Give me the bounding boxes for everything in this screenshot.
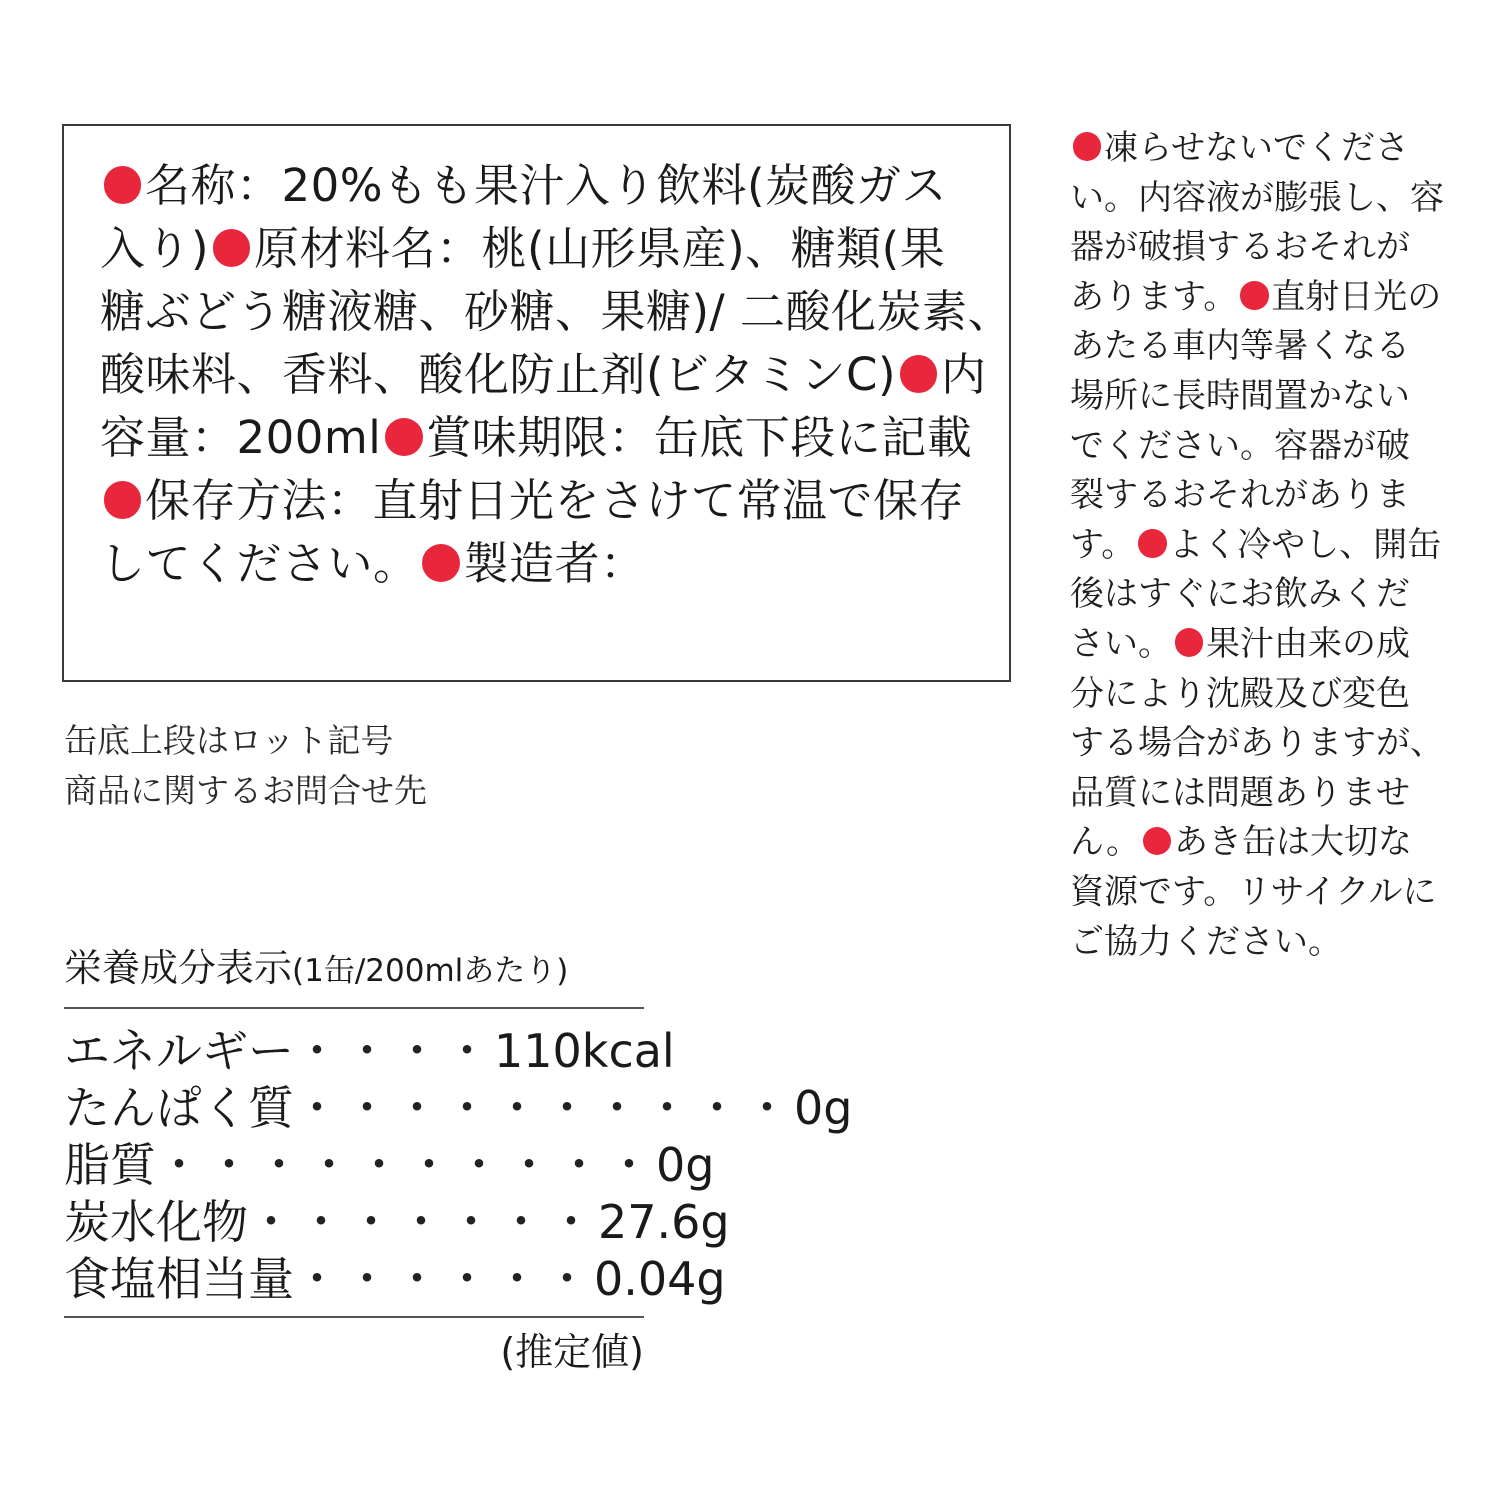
product-info-text: 入り) [100, 222, 210, 275]
product-info-text: 原材料名：桃(山形県産)、糖類(果 [254, 222, 946, 275]
product-info-line [100, 406, 980, 469]
product-info-text [100, 154, 1014, 595]
caution-text: 分により沈殿及び変色 [1070, 673, 1410, 714]
product-info-text: 容量：200ml [100, 411, 382, 464]
nutrition-label [64, 1023, 294, 1080]
product-info-line [100, 280, 1014, 343]
nutrition-label-char: 物 [202, 1195, 248, 1249]
caution-text: 裂するおそれがありま [1070, 475, 1410, 516]
product-info-line [100, 154, 980, 217]
caution-text: 場所に長時間置かない [1070, 375, 1410, 416]
nutrition-label-char: 量 [248, 1252, 294, 1306]
nutrition-label-char: ー [248, 1024, 294, 1078]
caution-text: よく冷やし、開缶 [1169, 524, 1442, 565]
nutrition-row [64, 1137, 715, 1194]
caution-line [1070, 521, 1460, 571]
nutrition-row [64, 1080, 853, 1137]
caution-line [1070, 670, 1460, 720]
nutrition-label [64, 1251, 294, 1308]
lot-note-line-1: 缶底上段はロット記号 [64, 721, 394, 760]
lot-note-line-2: 商品に関するお問合せ先 [64, 771, 427, 810]
red-bullet-icon [1175, 628, 1204, 657]
nutrition-note: (推定値) [500, 1330, 644, 1374]
nutrition-title-main: 栄養成分表示 [64, 946, 293, 990]
caution-text [1070, 124, 1460, 967]
nutrition-label-char: た [64, 1081, 110, 1135]
nutrition-label-char: エ [64, 1024, 110, 1078]
caution-text: あります。 [1070, 276, 1238, 317]
caution-text: でください。容器が破 [1070, 425, 1410, 466]
nutrition-leader-dots: ・・・・・・・ [248, 1195, 598, 1249]
nutrition-label-char: 塩 [110, 1252, 156, 1306]
caution-line [1070, 372, 1460, 422]
nutrition-label-char: く [202, 1081, 248, 1135]
caution-line [1070, 223, 1460, 273]
nutrition-label [64, 1137, 156, 1194]
nutrition-value: 0g [656, 1138, 715, 1192]
red-bullet-icon [422, 544, 460, 582]
caution-line [1070, 868, 1460, 918]
nutrition-label [64, 1194, 248, 1251]
nutrition-label-char: 当 [202, 1252, 248, 1306]
caution-text: い。内容液が膨張し、容 [1070, 177, 1444, 218]
nutrition-value: 27.6g [598, 1195, 730, 1249]
nutrition-title-sub: (1缶/200mlあたり) [292, 953, 569, 989]
product-info-text: 賞味期限：缶底下段に記載 [426, 411, 973, 464]
caution-text: する場合がありますが、 [1070, 723, 1444, 764]
nutrition-leader-dots: ・・・・・・ [294, 1252, 594, 1306]
caution-line [1070, 818, 1460, 868]
product-info-text: 内 [941, 348, 987, 401]
product-info-text: 糖ぶどう糖液糖、砂糖、果糖)/ 二酸化炭素、 [100, 285, 1014, 338]
caution-line [1070, 769, 1460, 819]
caution-text: 後はすぐにお飲みくだ [1070, 574, 1410, 615]
red-bullet-icon [1138, 529, 1167, 558]
nutrition-label-char: 質 [248, 1081, 294, 1135]
caution-line [1070, 273, 1460, 323]
nutrition-label [64, 1080, 294, 1137]
caution-text: 資源です。リサイクルに [1070, 871, 1437, 912]
caution-text: ご協力ください。 [1070, 921, 1342, 962]
red-bullet-icon [213, 229, 251, 267]
product-info-line [100, 343, 987, 406]
caution-text: ん。 [1070, 822, 1141, 863]
nutrition-value: 0g [794, 1081, 853, 1135]
red-bullet-icon [104, 481, 142, 519]
caution-text: 品質には問題ありませ [1070, 772, 1410, 813]
nutrition-label-char: 炭 [64, 1195, 110, 1249]
product-info-text: 保存方法：直射日光をさけて常温で保存 [144, 474, 964, 527]
nutrition-leader-dots: ・・・・・・・・・・ [156, 1138, 656, 1192]
caution-text: 直射日光の [1271, 276, 1442, 317]
caution-text: 果汁由来の成 [1205, 623, 1410, 664]
nutrition-facts [64, 940, 853, 1382]
product-info-line [100, 217, 980, 280]
nutrition-label-char: 脂 [64, 1138, 110, 1192]
product-info-text: 名称：20%もも果汁入り飲料(炭酸ガス [144, 159, 948, 212]
caution-text: 凍らせないでくださ [1103, 128, 1409, 168]
product-info-line [100, 469, 980, 532]
caution-line [1070, 124, 1460, 174]
caution-text: 器が破損するおそれが [1070, 227, 1410, 268]
nutrition-label-char: ぱ [156, 1081, 202, 1135]
caution-line [1070, 570, 1460, 620]
nutrition-label-char: ル [156, 1024, 202, 1078]
product-info-text: 製造者： [463, 537, 646, 590]
nutrition-label-char: 相 [156, 1252, 202, 1306]
product-info-text: 酸味料、香料、酸化防止剤(ビタミンC) [100, 348, 897, 401]
nutrition-bottom-rule [64, 1316, 644, 1318]
caution-text: あたる車内等暑くなる [1070, 326, 1410, 367]
nutrition-row [64, 1023, 675, 1080]
nutrition-row [64, 1251, 726, 1308]
nutrition-label-char: ギ [202, 1024, 248, 1078]
caution-line [1070, 422, 1460, 472]
caution-line [1070, 918, 1460, 968]
product-info-text: してください。 [100, 537, 419, 590]
caution-line [1070, 174, 1460, 224]
caution-line [1070, 322, 1460, 372]
nutrition-title [64, 940, 644, 999]
red-bullet-icon [104, 166, 142, 204]
nutrition-label-char: 質 [110, 1138, 156, 1192]
nutrition-row [64, 1194, 730, 1251]
caution-text: さい。 [1070, 623, 1172, 664]
nutrition-label-char: ネ [110, 1024, 156, 1078]
caution-text: あき缶は大切な [1174, 822, 1413, 863]
red-bullet-icon [1143, 827, 1172, 856]
caution-line [1070, 471, 1460, 521]
red-bullet-icon [1073, 132, 1102, 161]
caution-line [1070, 719, 1460, 769]
nutrition-label-char: 食 [64, 1252, 110, 1306]
red-bullet-icon [900, 355, 938, 393]
nutrition-label-char: ん [110, 1081, 156, 1135]
red-bullet-icon [385, 418, 423, 456]
red-bullet-icon [1240, 281, 1269, 310]
product-info-line [100, 532, 980, 595]
nutrition-value: 0.04g [594, 1252, 726, 1306]
nutrition-leader-dots: ・・・・・・・・・・ [294, 1081, 794, 1135]
nutrition-label-char: 水 [110, 1195, 156, 1249]
lot-note [64, 716, 427, 816]
nutrition-rows [64, 1009, 853, 1316]
caution-text: す。 [1070, 524, 1136, 565]
nutrition-value: 110kcal [494, 1024, 675, 1078]
caution-line [1070, 620, 1460, 670]
nutrition-leader-dots: ・・・・ [294, 1024, 494, 1078]
nutrition-label-char: 化 [156, 1195, 202, 1249]
product-info-box [62, 124, 1014, 682]
